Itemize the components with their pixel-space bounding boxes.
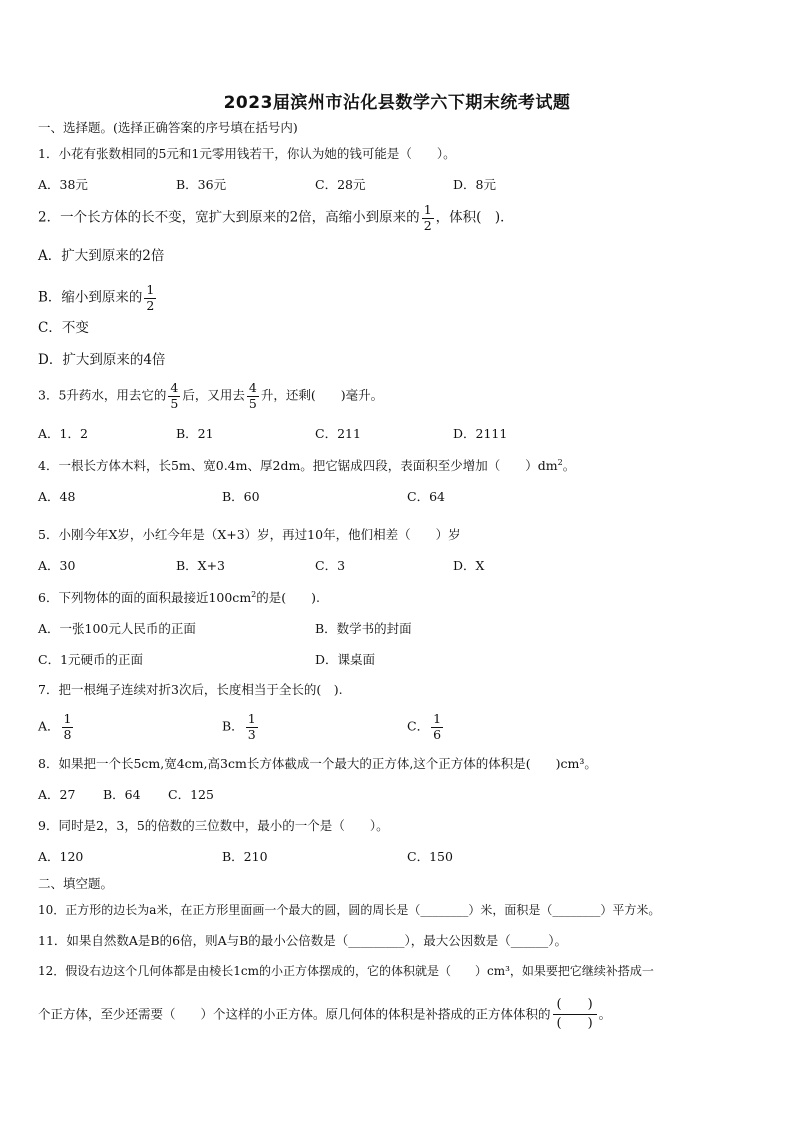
q2-stem-b: ，体积( )． bbox=[435, 209, 514, 226]
q7-option-a bbox=[38, 713, 75, 741]
q8-option-a: A．27 bbox=[38, 787, 76, 802]
page-title: 2023届滨州市沾化县数学六下期末统考试题 bbox=[223, 93, 571, 113]
q7-option-c-label: C． bbox=[407, 718, 430, 734]
q4-stem-end: 。 bbox=[562, 458, 576, 474]
q3-stem-a: 3．5升药水，用去它的 bbox=[38, 387, 167, 403]
q5-option-c: C．3 bbox=[315, 558, 346, 573]
q7-option-a-label: A． bbox=[38, 718, 60, 734]
q8-option-b: B．64 bbox=[103, 787, 141, 802]
q2-option-b-text: B．缩小到原来的 bbox=[38, 289, 143, 306]
section2-heading: 二、填空题。 bbox=[38, 876, 114, 891]
q7-b-den: 3 bbox=[247, 726, 256, 742]
q7-a-num: 1 bbox=[63, 711, 72, 726]
q5-option-b: B．X+3 bbox=[176, 558, 226, 573]
q5-option-d: D．X bbox=[453, 558, 485, 573]
question-3 bbox=[38, 382, 383, 410]
q7-b-num: 1 bbox=[247, 711, 256, 726]
q1-option-d: D．8元 bbox=[453, 177, 496, 192]
q3-stem-c: 升，还剩( )毫升。 bbox=[260, 387, 384, 403]
q9-option-c: C．150 bbox=[407, 849, 453, 864]
q12-end: 。 bbox=[598, 1006, 612, 1022]
q1-option-a: A．38元 bbox=[38, 177, 88, 192]
q2-frac-num: 1 bbox=[423, 202, 432, 217]
q6-sup: 2 bbox=[251, 590, 257, 599]
q6-option-b: B．数学书的封面 bbox=[315, 621, 412, 636]
q9-option-b: B．210 bbox=[222, 849, 268, 864]
q4-stem: 4．一根长方体木料，长5m、宽0.4m、厚2dm。把它锯成四段，表面积至少增加（ ）dm bbox=[38, 458, 558, 474]
q6-option-c: C．1元硬币的正面 bbox=[38, 652, 144, 667]
question-11: 11．如果自然数A是B的6倍，则A与B的最小公倍数是（_________），最大公因数是（______）。 bbox=[38, 933, 568, 948]
q12-frac-num: ( ) bbox=[553, 998, 597, 1015]
q8-option-c: C．125 bbox=[168, 787, 214, 802]
q2-option-b-fraction bbox=[144, 284, 156, 312]
q2-frac-den: 2 bbox=[423, 217, 432, 233]
question-7: 7．把一根绳子连续对折3次后，长度相当于全长的( ). bbox=[38, 682, 343, 697]
question-12-line1: 12．假设右边这个几何体都是由棱长1cm的小正方体摆成的，它的体积就是（ ）cm³，如果要把它继续补搭成一 bbox=[38, 964, 654, 978]
q6-stem: 6．下列物体的面的面积最接近100cm bbox=[38, 590, 252, 606]
question-12-line2 bbox=[38, 998, 611, 1032]
q3-fraction-1 bbox=[168, 382, 180, 410]
q4-sup: 2 bbox=[557, 458, 563, 467]
q12-fraction bbox=[553, 998, 597, 1032]
question-4 bbox=[38, 459, 575, 473]
q3-option-d: D．2111 bbox=[453, 426, 508, 441]
q7-option-c bbox=[407, 713, 445, 741]
q12-line2-text: 个正方体，至少还需要（ ）个这样的小正方体。原几何体的体积是补搭成的正方体体积的 bbox=[38, 1006, 551, 1022]
q12-frac-den: ( ) bbox=[556, 1016, 593, 1032]
q1-option-b: B．36元 bbox=[176, 177, 227, 192]
q3-frac1-den: 5 bbox=[170, 395, 179, 411]
q2-option-d: D．扩大到原来的4倍 bbox=[38, 352, 166, 368]
q7-option-b-label: B． bbox=[222, 718, 244, 734]
q7-option-b-fraction bbox=[246, 713, 258, 741]
question-10: 10．正方形的边长为a米，在正方形里面画一个最大的圆，圆的周长是（________）米，面积是（________）平方米。 bbox=[38, 903, 661, 917]
q7-c-num: 1 bbox=[433, 711, 442, 726]
q3-stem-b: 后，又用去 bbox=[182, 387, 245, 403]
question-9: 9．同时是2，3，5的倍数的三位数中，最小的一个是（ ）。 bbox=[38, 818, 389, 833]
q5-option-a: A．30 bbox=[38, 558, 76, 573]
q4-option-a: A．48 bbox=[38, 489, 76, 504]
q7-option-c-fraction bbox=[431, 713, 443, 741]
q7-option-b bbox=[222, 713, 260, 741]
section1-heading: 一、选择题。(选择正确答案的序号填在括号内) bbox=[38, 120, 298, 135]
q3-option-c: C．211 bbox=[315, 426, 361, 441]
q4-option-b: B．60 bbox=[222, 489, 260, 504]
q2-option-a: A．扩大到原来的2倍 bbox=[38, 248, 165, 264]
question-5: 5．小刚今年X岁，小红今年是（X+3）岁，再过10年，他们相差（ ）岁 bbox=[38, 527, 461, 542]
q2-optb-den: 2 bbox=[146, 297, 155, 313]
q2-fraction bbox=[422, 204, 434, 232]
q3-frac1-num: 4 bbox=[170, 380, 179, 395]
q2-optb-num: 1 bbox=[146, 282, 155, 297]
q3-frac2-den: 5 bbox=[248, 395, 257, 411]
question-8: 8．如果把一个长5cm,宽4cm,高3cm长方体截成一个最大的正方体,这个正方体的体积是( )cm³。 bbox=[38, 756, 597, 771]
question-6 bbox=[38, 591, 320, 605]
q2-option-c: C．不变 bbox=[38, 320, 89, 336]
q6-option-a: A．一张100元人民币的正面 bbox=[38, 621, 196, 636]
q4-option-c: C．64 bbox=[407, 489, 445, 504]
q6-stem-end: 的是( ). bbox=[256, 590, 320, 606]
q3-frac2-num: 4 bbox=[248, 380, 257, 395]
q9-option-a: A．120 bbox=[38, 849, 84, 864]
q1-option-c: C．28元 bbox=[315, 177, 366, 192]
q7-c-den: 6 bbox=[433, 726, 442, 742]
q3-option-a: A．1．2 bbox=[38, 426, 88, 441]
question-2 bbox=[38, 204, 514, 232]
q3-fraction-2 bbox=[247, 382, 259, 410]
q3-option-b: B．21 bbox=[176, 426, 214, 441]
q2-option-b bbox=[38, 284, 158, 312]
q7-option-a-fraction bbox=[62, 713, 74, 741]
q2-stem-a: 2．一个长方体的长不变，宽扩大到原来的2倍，高缩小到原来的 bbox=[38, 209, 420, 226]
question-1: 1．小花有张数相同的5元和1元零用钱若干，你认为她的钱可能是（ ）。 bbox=[38, 146, 456, 161]
q6-option-d: D．课桌面 bbox=[315, 652, 376, 667]
q7-a-den: 8 bbox=[63, 726, 72, 742]
